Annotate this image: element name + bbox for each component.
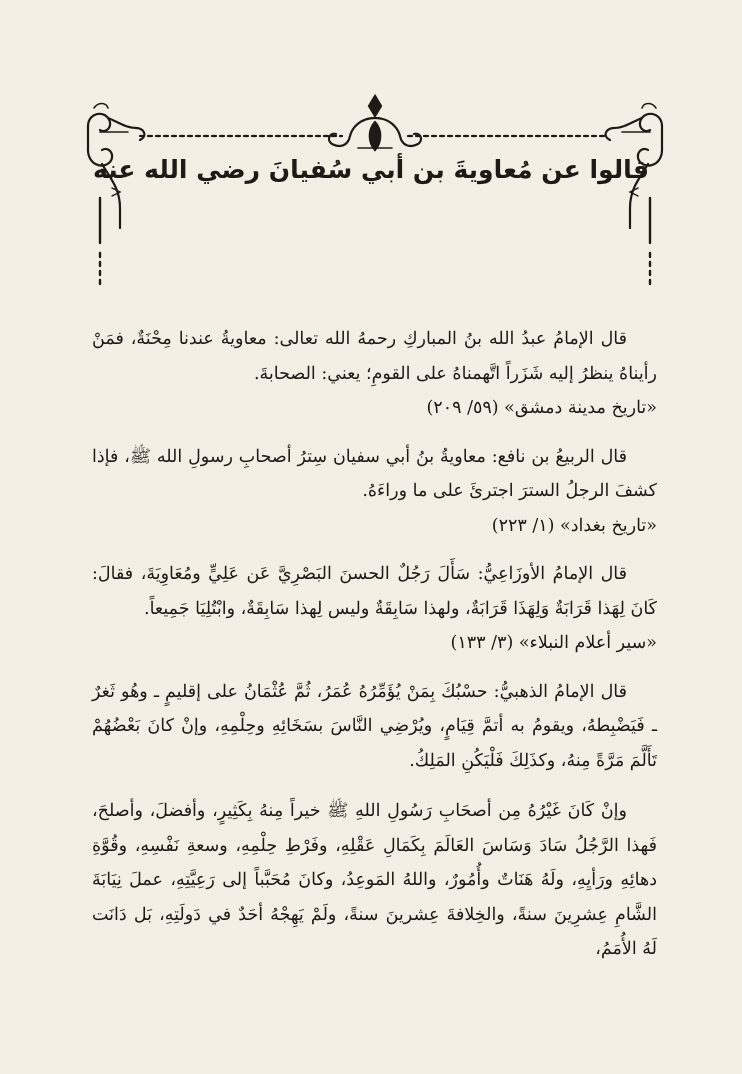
ornamental-header-frame <box>80 88 670 298</box>
quote-paragraph: وإنْ كَانَ غَيْرُهُ مِن أصحَابِ رَسُولِ اللهِ ﷺ خيراً مِنهُ بِكَثِيرٍ، وأفضلَ، وأصلحَ، فَهذا الرَّجُلُ سَادَ وَسَاسَ العَالَمَ بِكَمَالِ عَقْلِهِ، وفَرْطِ حِلْمِهِ، وسعةِ نَفْسِهِ، وقُوَّةِ دهائِهِ ورَأيِهِ، ولَهُ هَنَاتٌ وأُمُورٌ، واللهُ المَوعِدُ، وكانَ مُحَبَّباً إلى رَعِيَّتِهِ، عملَ نِيَابَةَ الشَّامِ عِشرِينَ سنةً، والخِلافةَ عِشرينَ سنةً، ولَمْ يَهِجْهُ أحَدٌ في دَولَتِهِ، بَل دَانَت لَهُ الأُمَمُ، <box>92 801 657 959</box>
quote-paragraph: قال الربيعُ بن نافع: معاويةُ بنُ أبي سفيان سِترُ أصحابِ رسولِ الله ﷺ، فإذا كشفَ الرجلُ السترَ اجترئَ على ما وراءَهُ. <box>92 446 657 501</box>
quote-section <box>92 440 657 544</box>
quote-paragraph: قال الإمامُ الأوزَاعِيُّ: سَأَلَ رَجُلٌ الحسنَ البَصْرِيَّ عَن عَلِيٍّ ومُعَاوِيَةَ، فقالَ: كَانَ لِهَذا قَرَابَةٌ وَلِهَذَا قَرَابَةٌ، ولهذا سَابِقَةٌ وليس لِهذا سَابِقَةٌ، وابْتُلِيَا جَمِيعاً. <box>92 564 657 619</box>
source-citation: «تاريخ بغداد» (١/ ٢٢٣) <box>491 515 657 536</box>
source-citation: «سير أعلام النبلاء» (٣/ ١٣٣) <box>450 633 657 653</box>
source-citation: «تاريخ مدينة دمشق» (٥٩/ ٢٠٩) <box>426 398 657 418</box>
quote-section <box>92 557 657 661</box>
article-body <box>92 322 657 981</box>
quote-section <box>92 675 657 967</box>
page-title: قالوا عن مُعاويةَ بن أبي سُفيانَ رضي الله عنه <box>93 155 649 184</box>
quote-section <box>92 322 657 426</box>
ornament-frame-icon <box>80 88 670 298</box>
quote-paragraph: قال الإمامُ عبدُ الله بنُ المباركِ رحمهُ الله تعالى: معاويةُ عندنا مِحْنَةٌ، فمَنْ رأيناهُ ينظرُ إليه شَزَراً اتَّهمناهُ على القومِ؛ يعني: الصحابةَ. <box>92 329 657 384</box>
quote-paragraph: قال الإمامُ الذهبيُّ: حسْبُكَ بِمَنْ يُؤَمِّرُهُ عُمَرُ، ثُمَّ عُثْمَانُ على إقليمٍ ـ وهُو ثَغرٌ ـ فَيَضْبِطهُ، ويقومُ به أتمَّ قِيَامٍ، ويُرْضِي النَّاسَ بسَخَائِهِ وحِلْمِهِ، وإنْ كانَ بَعْضُهُمْ تَأَلَّمَ مَرَّةً مِنهُ، وكذَلِكَ فَلْيَكُنِ المَلِكُ. <box>92 681 657 771</box>
